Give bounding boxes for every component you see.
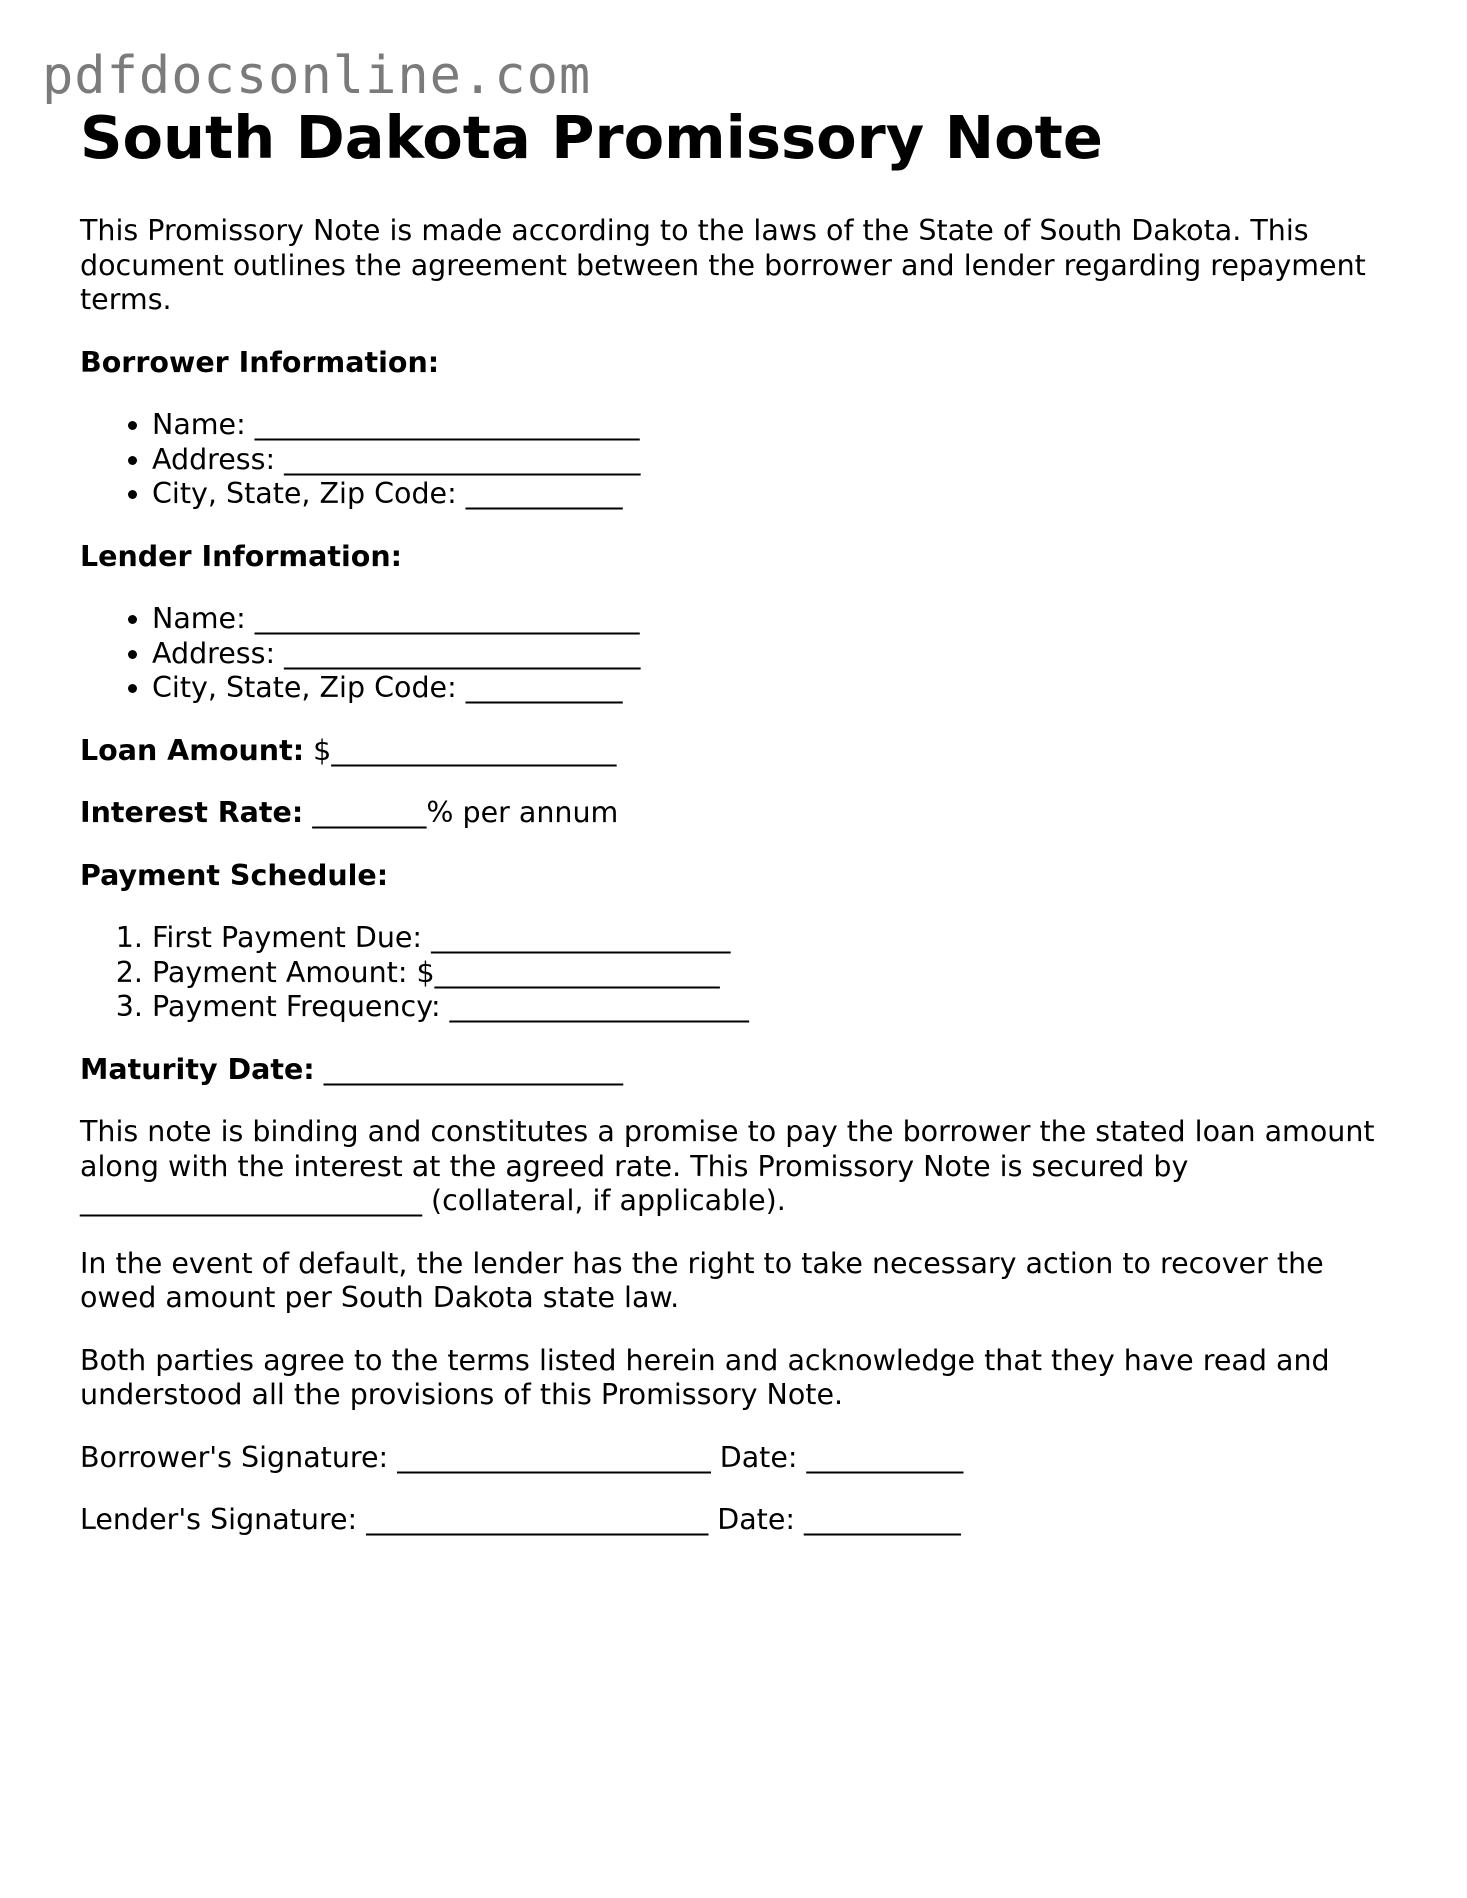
maturity-date-line — [80, 1053, 1400, 1088]
interest-rate-blank: ________% per annum — [303, 796, 619, 829]
page-title: South Dakota Promissory Note — [80, 103, 1103, 172]
borrower-signature-line: Borrower's Signature: ______________________ Date: ___________ — [80, 1440, 964, 1474]
payment-frequency-field: 3. Payment Frequency: _____________________ — [152, 990, 1400, 1025]
borrower-city-field: • City, State, Zip Code: ___________ — [152, 477, 1400, 512]
lender-name-field: • Name: ___________________________ — [152, 602, 1400, 637]
payment-schedule-heading: Payment Schedule: — [80, 858, 389, 892]
maturity-date-blank: _____________________ — [314, 1052, 624, 1086]
loan-amount-blank: $____________________ — [304, 733, 617, 767]
lender-city-field: • City, State, Zip Code: ___________ — [152, 671, 1400, 706]
interest-rate-label: Interest Rate: — [80, 796, 304, 829]
borrower-name-field: • Name: ___________________________ — [152, 408, 1400, 443]
agreement-paragraph: Both parties agree to the terms listed herein and acknowledge that they have read and understood all the provisions of this Promissory Note. — [80, 1343, 1330, 1411]
interest-rate-line — [80, 796, 1400, 831]
default-paragraph: In the event of default, the lender has the right to take necessary action to recover the owed amount per South Dakota state law. — [80, 1246, 1324, 1314]
payment-schedule-list — [80, 921, 1400, 1025]
borrower-heading: Borrower Information: — [80, 345, 440, 379]
loan-amount-line — [80, 734, 1400, 769]
lender-signature-line: Lender's Signature: ________________________ Date: ___________ — [80, 1503, 961, 1536]
borrower-field-list — [80, 408, 1400, 512]
maturity-date-label: Maturity Date: — [80, 1052, 315, 1086]
binding-paragraph: This note is binding and constitutes a promise to pay the borrower the stated loan amount along with the interest at the agreed rate. This Promissory Note is secured by ________________________ (collateral, if applicable). — [80, 1115, 1375, 1217]
first-payment-due-field: 1. First Payment Due: _____________________ — [152, 921, 1400, 956]
borrower-address-field: • Address: _________________________ — [152, 443, 1400, 478]
payment-amount-field: 2. Payment Amount: $____________________ — [152, 956, 1400, 991]
document-page — [80, 104, 1400, 1566]
lender-field-list — [80, 602, 1400, 706]
lender-heading: Lender Information: — [80, 539, 403, 573]
loan-amount-label: Loan Amount: — [80, 733, 305, 767]
lender-address-field: • Address: _________________________ — [152, 637, 1400, 672]
watermark: pdfdocsonline.com — [42, 46, 592, 106]
intro-paragraph: This Promissory Note is made according to the laws of the State of South Dakota. This document outlines the agreement between the borrower and lender regarding repayment terms. — [80, 214, 1366, 316]
